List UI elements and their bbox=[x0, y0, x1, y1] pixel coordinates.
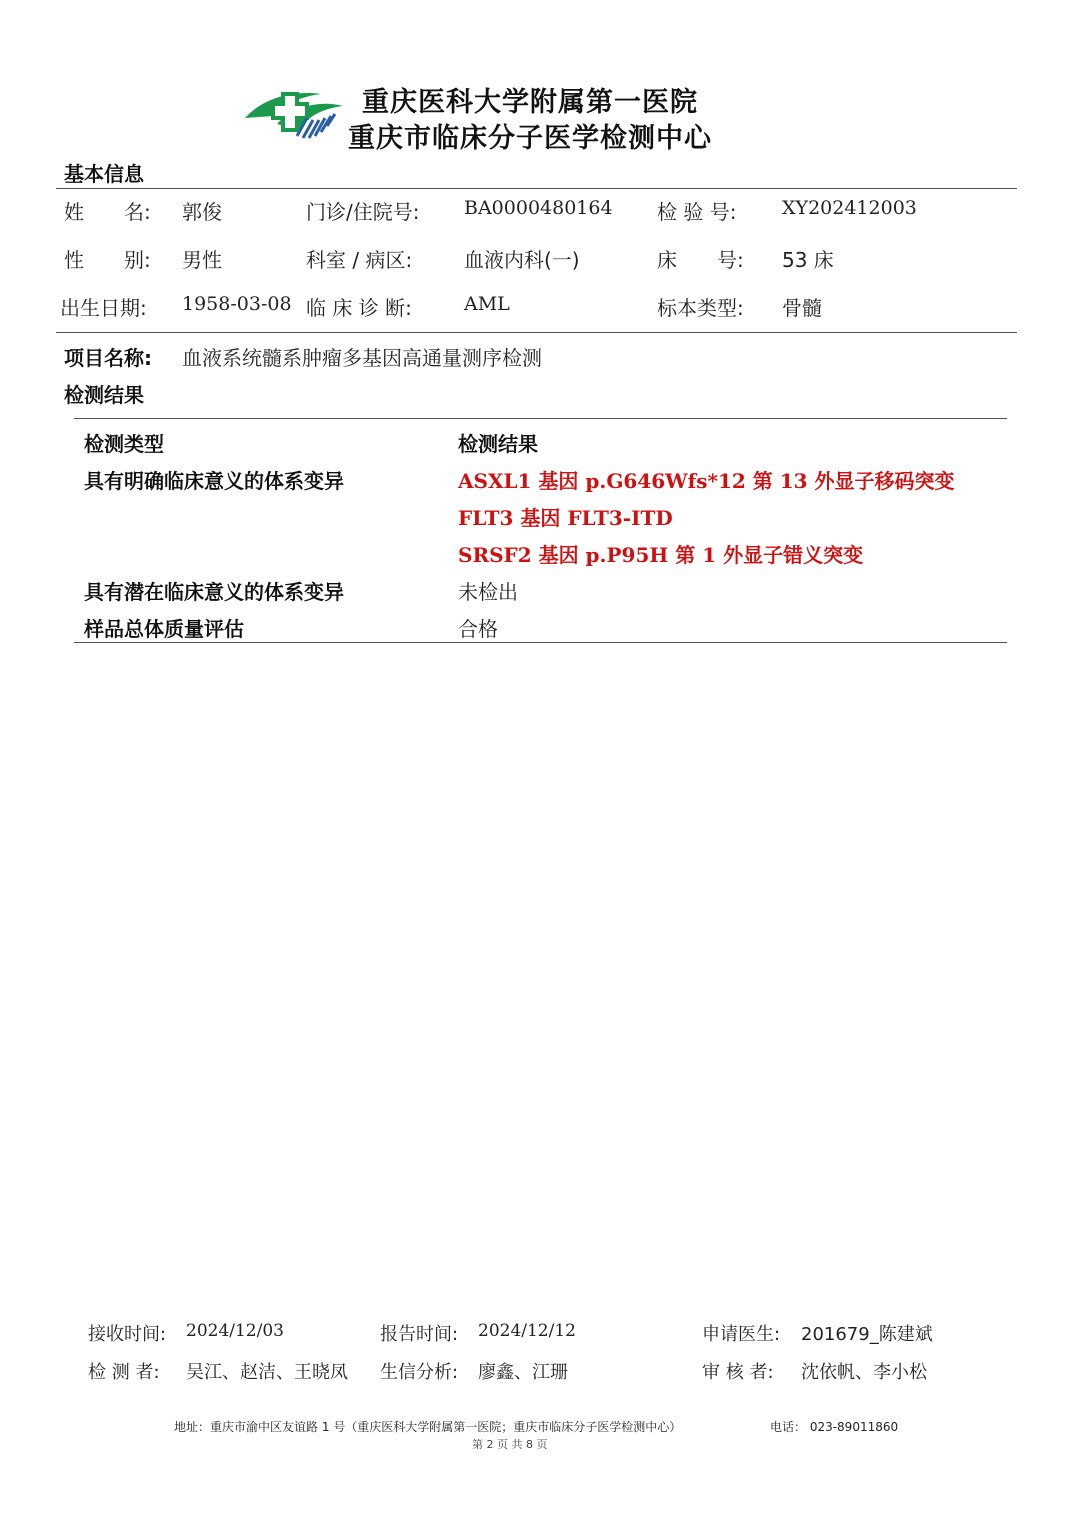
sample-label: 标本类型: bbox=[657, 296, 744, 320]
result-type: 样品总体质量评估 bbox=[84, 617, 244, 641]
name-value: 郭俊 bbox=[182, 200, 222, 224]
basic-info-title: 基本信息 bbox=[64, 162, 144, 186]
result-finding: 合格 bbox=[458, 617, 498, 641]
phone-text: 电话： 023-89011860 bbox=[770, 1420, 899, 1434]
received-label: 接收时间: bbox=[88, 1324, 167, 1345]
record-value: BA0000480164 bbox=[464, 197, 613, 219]
divider bbox=[56, 188, 1017, 189]
report-value: 2024/12/12 bbox=[478, 1321, 576, 1341]
project-label: 项目名称: bbox=[64, 346, 152, 370]
tester-label: 检 测 者: bbox=[88, 1362, 160, 1383]
doctor-label: 申请医生: bbox=[702, 1324, 781, 1345]
result-finding: FLT3 基因 FLT3-ITD bbox=[458, 506, 673, 530]
test-no-value: XY202412003 bbox=[782, 197, 917, 219]
results-title: 检测结果 bbox=[64, 383, 144, 407]
dept-label: 科室 / 病区: bbox=[306, 248, 413, 272]
dept-value: 血液内科(一) bbox=[464, 248, 580, 272]
received-value: 2024/12/03 bbox=[186, 1321, 284, 1341]
col-type-header: 检测类型 bbox=[84, 432, 164, 456]
sex-label: 性 别: bbox=[64, 248, 151, 272]
address-text: 地址：重庆市渝中区友谊路 1 号（重庆医科大学附属第一医院；重庆市临床分子医学检测中心） bbox=[174, 1420, 682, 1434]
reviewer-value: 沈依帆、李小松 bbox=[801, 1362, 927, 1383]
name-label: 姓 名: bbox=[64, 200, 151, 224]
reviewer-label: 审 核 者: bbox=[702, 1362, 774, 1383]
diagnosis-value: AML bbox=[464, 293, 510, 315]
project-value: 血液系统髓系肿瘤多基因高通量测序检测 bbox=[182, 346, 542, 370]
result-type: 具有潜在临床意义的体系变异 bbox=[84, 580, 344, 604]
divider bbox=[56, 332, 1017, 333]
doctor-value: 201679_陈建斌 bbox=[801, 1324, 933, 1345]
diagnosis-label: 临 床 诊 断: bbox=[306, 296, 412, 320]
result-type: 具有明确临床意义的体系变异 bbox=[84, 469, 344, 493]
record-label: 门诊/住院号: bbox=[306, 200, 420, 224]
hospital-name: 重庆医科大学附属第一医院 bbox=[362, 87, 698, 118]
result-finding: ASXL1 基因 p.G646Wfs*12 第 13 外显子移码突变 bbox=[458, 469, 955, 493]
divider bbox=[74, 418, 1007, 419]
bioinfo-value: 廖鑫、江珊 bbox=[478, 1362, 568, 1383]
report-label: 报告时间: bbox=[380, 1324, 459, 1345]
dob-value: 1958-03-08 bbox=[182, 293, 292, 315]
sample-value: 骨髓 bbox=[782, 296, 822, 320]
test-no-label: 检 验 号: bbox=[657, 200, 737, 224]
result-finding: 未检出 bbox=[458, 580, 518, 604]
col-result-header: 检测结果 bbox=[458, 432, 538, 456]
hospital-logo-icon bbox=[243, 84, 347, 142]
bed-label: 床 号: bbox=[657, 248, 744, 272]
sex-value: 男性 bbox=[182, 248, 222, 272]
bioinfo-label: 生信分析: bbox=[380, 1362, 459, 1383]
divider bbox=[74, 642, 1007, 643]
dob-label: 出生日期: bbox=[60, 296, 147, 320]
bed-value: 53 床 bbox=[782, 248, 834, 272]
center-name: 重庆市临床分子医学检测中心 bbox=[348, 123, 712, 154]
tester-value: 吴江、赵洁、王晓凤 bbox=[186, 1362, 348, 1383]
page-number: 第 2 页 共 8 页 bbox=[472, 1438, 548, 1451]
result-finding: SRSF2 基因 p.P95H 第 1 外显子错义突变 bbox=[458, 543, 864, 567]
